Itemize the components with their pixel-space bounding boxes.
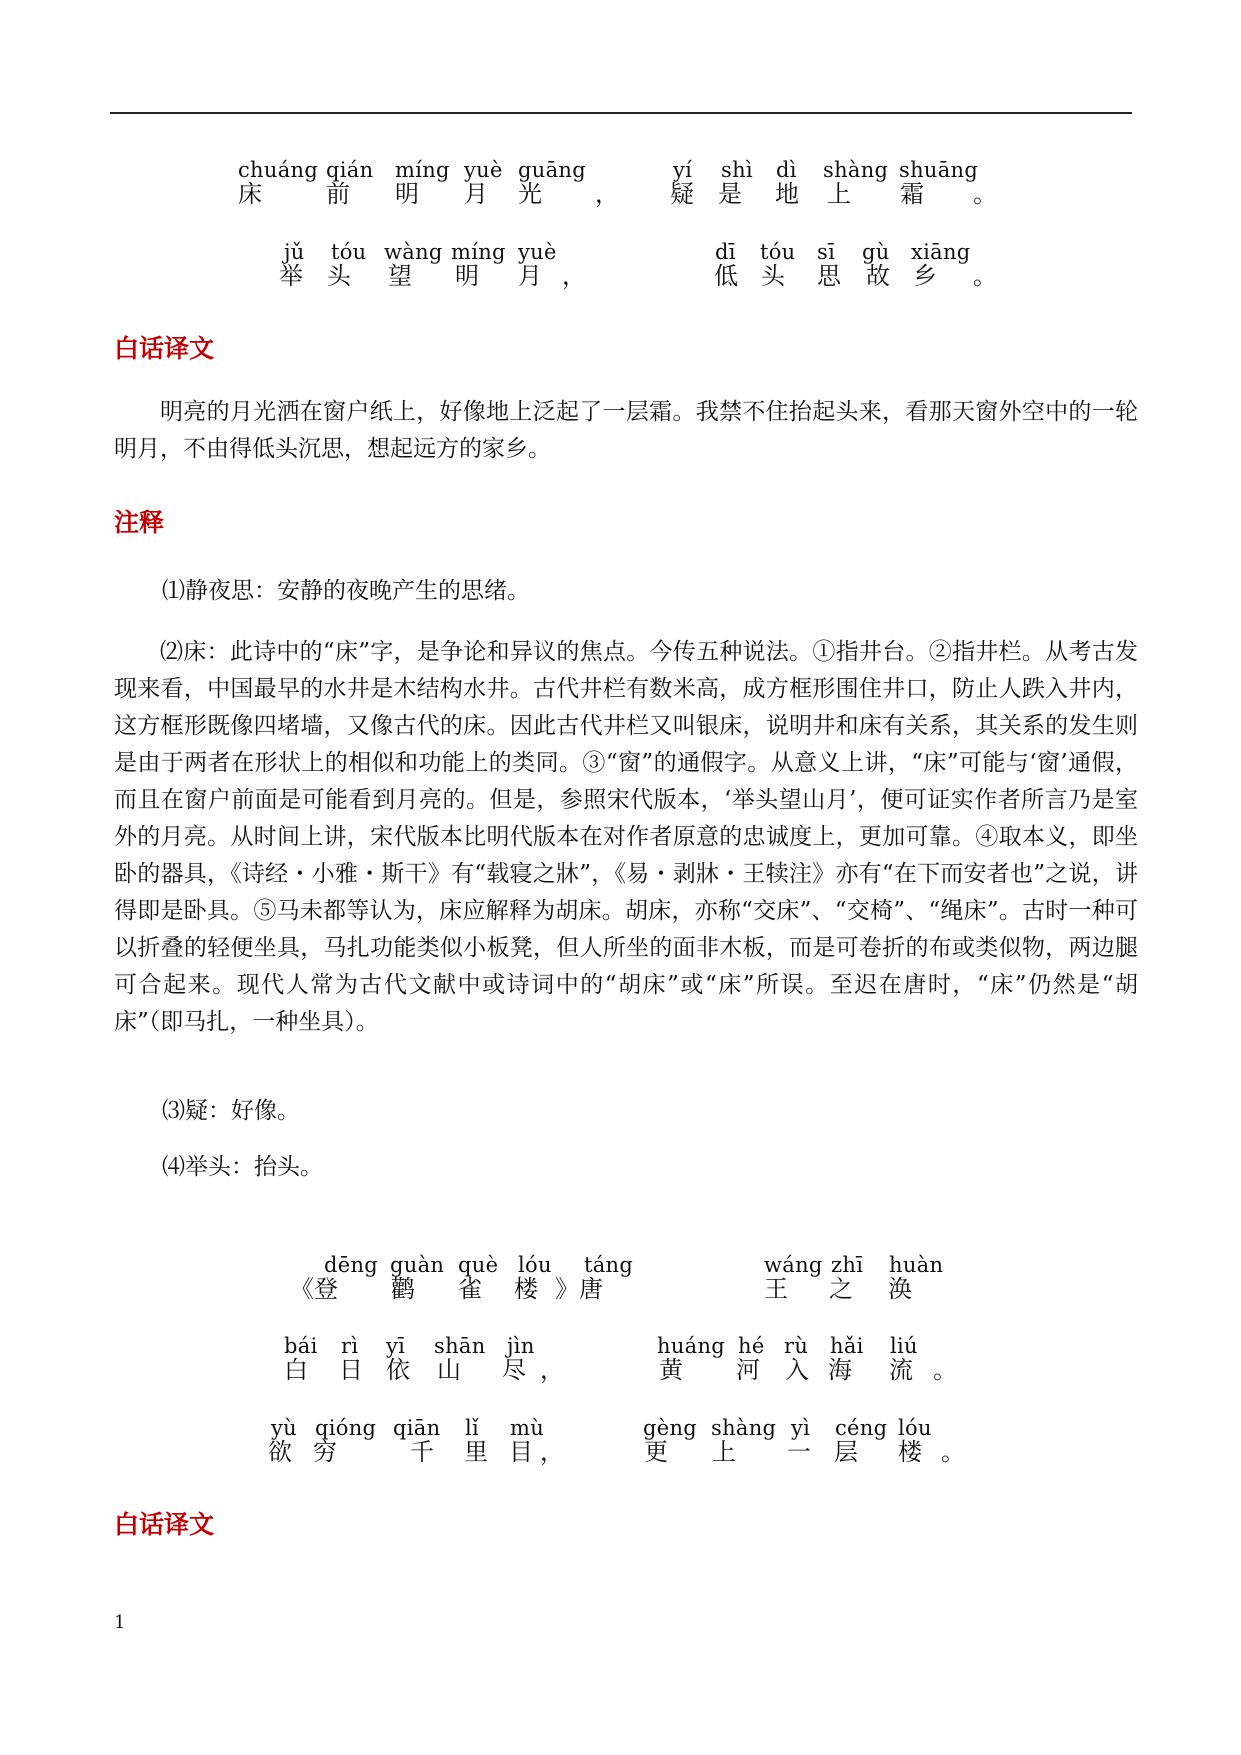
- pinyin: guàn: [390, 1253, 445, 1277]
- note-4: ⑷举头：抬头。: [162, 1154, 323, 1180]
- hanzi: 。: [973, 180, 997, 208]
- pinyin: chuáng: [238, 158, 319, 182]
- pinyin: rù: [784, 1334, 809, 1358]
- hanzi: 欲: [268, 1438, 292, 1466]
- hanzi: 层: [834, 1438, 858, 1466]
- hanzi: 疑: [670, 180, 694, 208]
- hanzi: 霜: [900, 180, 924, 208]
- pinyin: shàng: [711, 1416, 777, 1440]
- hanzi: ，: [595, 180, 619, 208]
- pinyin: sī: [817, 240, 836, 264]
- pinyin: wàng: [384, 240, 443, 264]
- pinyin: tóu: [331, 240, 367, 264]
- hanzi: 涣: [888, 1275, 912, 1303]
- note-2: ⑵床：此诗中的“床”字，是争论和异议的焦点。今传五种说法。①指井台。②指井栏。从考古发现来看，中国最早的水井是木结构水井。古代井栏有数米高，成方框形围住井口，防止人跌入井内，这方框形既像四堵墙，又像古代的床。因此古代井栏又叫银床，说明井和床有关系，其关系的发生则是由于两者在形状上的相似和功能上的类同。③“窗”的通假字。从意义上讲，“床”可能与‘窗’通假，而且在窗户前面是可能看到月亮的。但是，参照宋代版本，‘举头望山月’，便可证实作者所言乃是室外的月亮。从时间上讲，宋代版本比明代版本在对作者原意的忠诚度上，更加可靠。④取本义，即坐卧的器具，《诗经・小雅・斯干》有“载寝之牀”，《易・剥牀・王犊注》亦有“在下而安者也”之说，讲得即是卧具。⑤马未都等认为，床应解释为胡床。胡床，亦称“交床”、“交椅”、“绳床”。古时一种可以折叠的轻便坐具，马扎功能类似小板凳，但人所坐的面非木板，而是可卷折的布或类似物，两边腿可合起来。现代人常为古代文献中或诗词中的“胡床”或“床”所误。至迟在唐时，“床”仍然是“胡床”（即马扎，一种坐具）。: [114, 639, 1138, 1035]
- hanzi: 上: [827, 180, 851, 208]
- hanzi: 入: [785, 1356, 809, 1384]
- pinyin: míng: [395, 158, 450, 182]
- header-rule: [110, 112, 1132, 114]
- hanzi: 床: [238, 180, 262, 208]
- hanzi: 地: [775, 180, 799, 208]
- hanzi: 。: [941, 1438, 965, 1466]
- hanzi: ，: [540, 1438, 564, 1466]
- section-heading-notes: 注释: [114, 508, 165, 537]
- pinyin: gù: [862, 240, 890, 264]
- hanzi: 望: [388, 262, 412, 290]
- pinyin: míng: [451, 240, 506, 264]
- pinyin: shān: [434, 1334, 486, 1358]
- note-3: ⑶疑：好像。: [162, 1098, 300, 1124]
- pinyin: guāng: [518, 158, 586, 182]
- pinyin: dī: [715, 240, 736, 264]
- pinyin: mù: [510, 1416, 545, 1440]
- hanzi: 山: [437, 1356, 461, 1384]
- pinyin: yì: [791, 1416, 811, 1440]
- hanzi: 明: [395, 180, 419, 208]
- pinyin: huàn: [889, 1253, 944, 1277]
- translation-paragraph: 明亮的月光洒在窗户纸上，好像地上泛起了一层霜。我禁不住抬起头来，看那天窗外空中的一轮明月，不由得低头沉思，想起远方的家乡。: [114, 399, 1138, 462]
- note-1: ⑴静夜思：安静的夜晚产生的思绪。: [162, 578, 530, 604]
- hanzi: 千: [410, 1438, 434, 1466]
- hanzi: 王: [764, 1275, 788, 1303]
- hanzi: 更: [644, 1438, 668, 1466]
- pinyin: rì: [341, 1334, 359, 1358]
- pinyin: táng: [584, 1253, 634, 1277]
- hanzi: 一: [787, 1438, 811, 1466]
- hanzi: 河: [736, 1356, 760, 1384]
- pinyin: lǐ: [465, 1416, 480, 1440]
- hanzi: 前: [326, 180, 350, 208]
- pinyin: gèng: [643, 1416, 698, 1440]
- section-heading-translation-2: 白话译文: [114, 1510, 215, 1539]
- hanzi: 低: [714, 262, 738, 290]
- pinyin: zhī: [831, 1253, 864, 1277]
- pinyin: tóu: [760, 240, 796, 264]
- pinyin: xiāng: [911, 240, 971, 264]
- hanzi: 依: [386, 1356, 410, 1384]
- hanzi: 尽: [502, 1356, 526, 1384]
- hanzi: 上: [712, 1438, 736, 1466]
- hanzi: 楼: [898, 1438, 922, 1466]
- hanzi: 鹳: [391, 1275, 415, 1303]
- pinyin: hǎi: [830, 1334, 864, 1358]
- hanzi: 。: [973, 262, 997, 290]
- hanzi: 目: [509, 1438, 533, 1466]
- pinyin: yí: [673, 158, 693, 182]
- hanzi: 光: [518, 180, 542, 208]
- pinyin: yù: [271, 1416, 297, 1440]
- pinyin: yuè: [518, 240, 557, 264]
- hanzi: 故: [866, 262, 890, 290]
- pinyin: liú: [890, 1334, 918, 1358]
- pinyin: qióng: [315, 1416, 377, 1440]
- hanzi: 头: [761, 262, 785, 290]
- pinyin: huáng: [657, 1334, 726, 1358]
- hanzi: 之: [829, 1275, 853, 1303]
- pinyin: jìn: [507, 1334, 535, 1358]
- hanzi: 海: [828, 1356, 852, 1384]
- pinyin: dì: [776, 158, 797, 182]
- pinyin: hé: [738, 1334, 765, 1358]
- pinyin: qiān: [393, 1416, 441, 1440]
- pinyin: shì: [721, 158, 753, 182]
- hanzi: 。: [933, 1356, 957, 1384]
- hanzi: 月: [464, 180, 488, 208]
- pinyin: shuāng: [899, 158, 979, 182]
- pinyin: jǔ: [284, 240, 305, 264]
- hanzi: 是: [718, 180, 742, 208]
- hanzi: 穷: [313, 1438, 337, 1466]
- hanzi: 乡: [913, 262, 937, 290]
- hanzi: 《登: [290, 1275, 338, 1303]
- pinyin: dēng: [324, 1253, 379, 1277]
- hanzi: 月: [518, 262, 542, 290]
- pinyin: qián: [326, 158, 374, 182]
- pinyin: shàng: [823, 158, 889, 182]
- hanzi: 日: [339, 1356, 363, 1384]
- pinyin: yuè: [464, 158, 503, 182]
- hanzi: 举: [279, 262, 303, 290]
- section-heading-translation: 白话译文: [114, 334, 215, 363]
- hanzi: 》唐: [555, 1275, 603, 1303]
- hanzi: 流: [889, 1356, 913, 1384]
- hanzi: 思: [817, 262, 841, 290]
- hanzi: 里: [464, 1438, 488, 1466]
- hanzi: 白: [284, 1356, 308, 1384]
- pinyin: wáng: [764, 1253, 823, 1277]
- pinyin: yī: [386, 1334, 406, 1358]
- pinyin: céng: [835, 1416, 888, 1440]
- hanzi: ，: [562, 262, 586, 290]
- hanzi: ，: [540, 1356, 564, 1384]
- pinyin: què: [458, 1253, 499, 1277]
- pinyin: bái: [284, 1334, 318, 1358]
- hanzi: 头: [327, 262, 351, 290]
- hanzi: 楼: [514, 1275, 538, 1303]
- pinyin: lóu: [898, 1416, 932, 1440]
- hanzi: 雀: [458, 1275, 482, 1303]
- page-number: 1: [114, 1612, 126, 1633]
- hanzi: 黄: [659, 1356, 683, 1384]
- hanzi: 明: [455, 262, 479, 290]
- pinyin: lóu: [518, 1253, 552, 1277]
